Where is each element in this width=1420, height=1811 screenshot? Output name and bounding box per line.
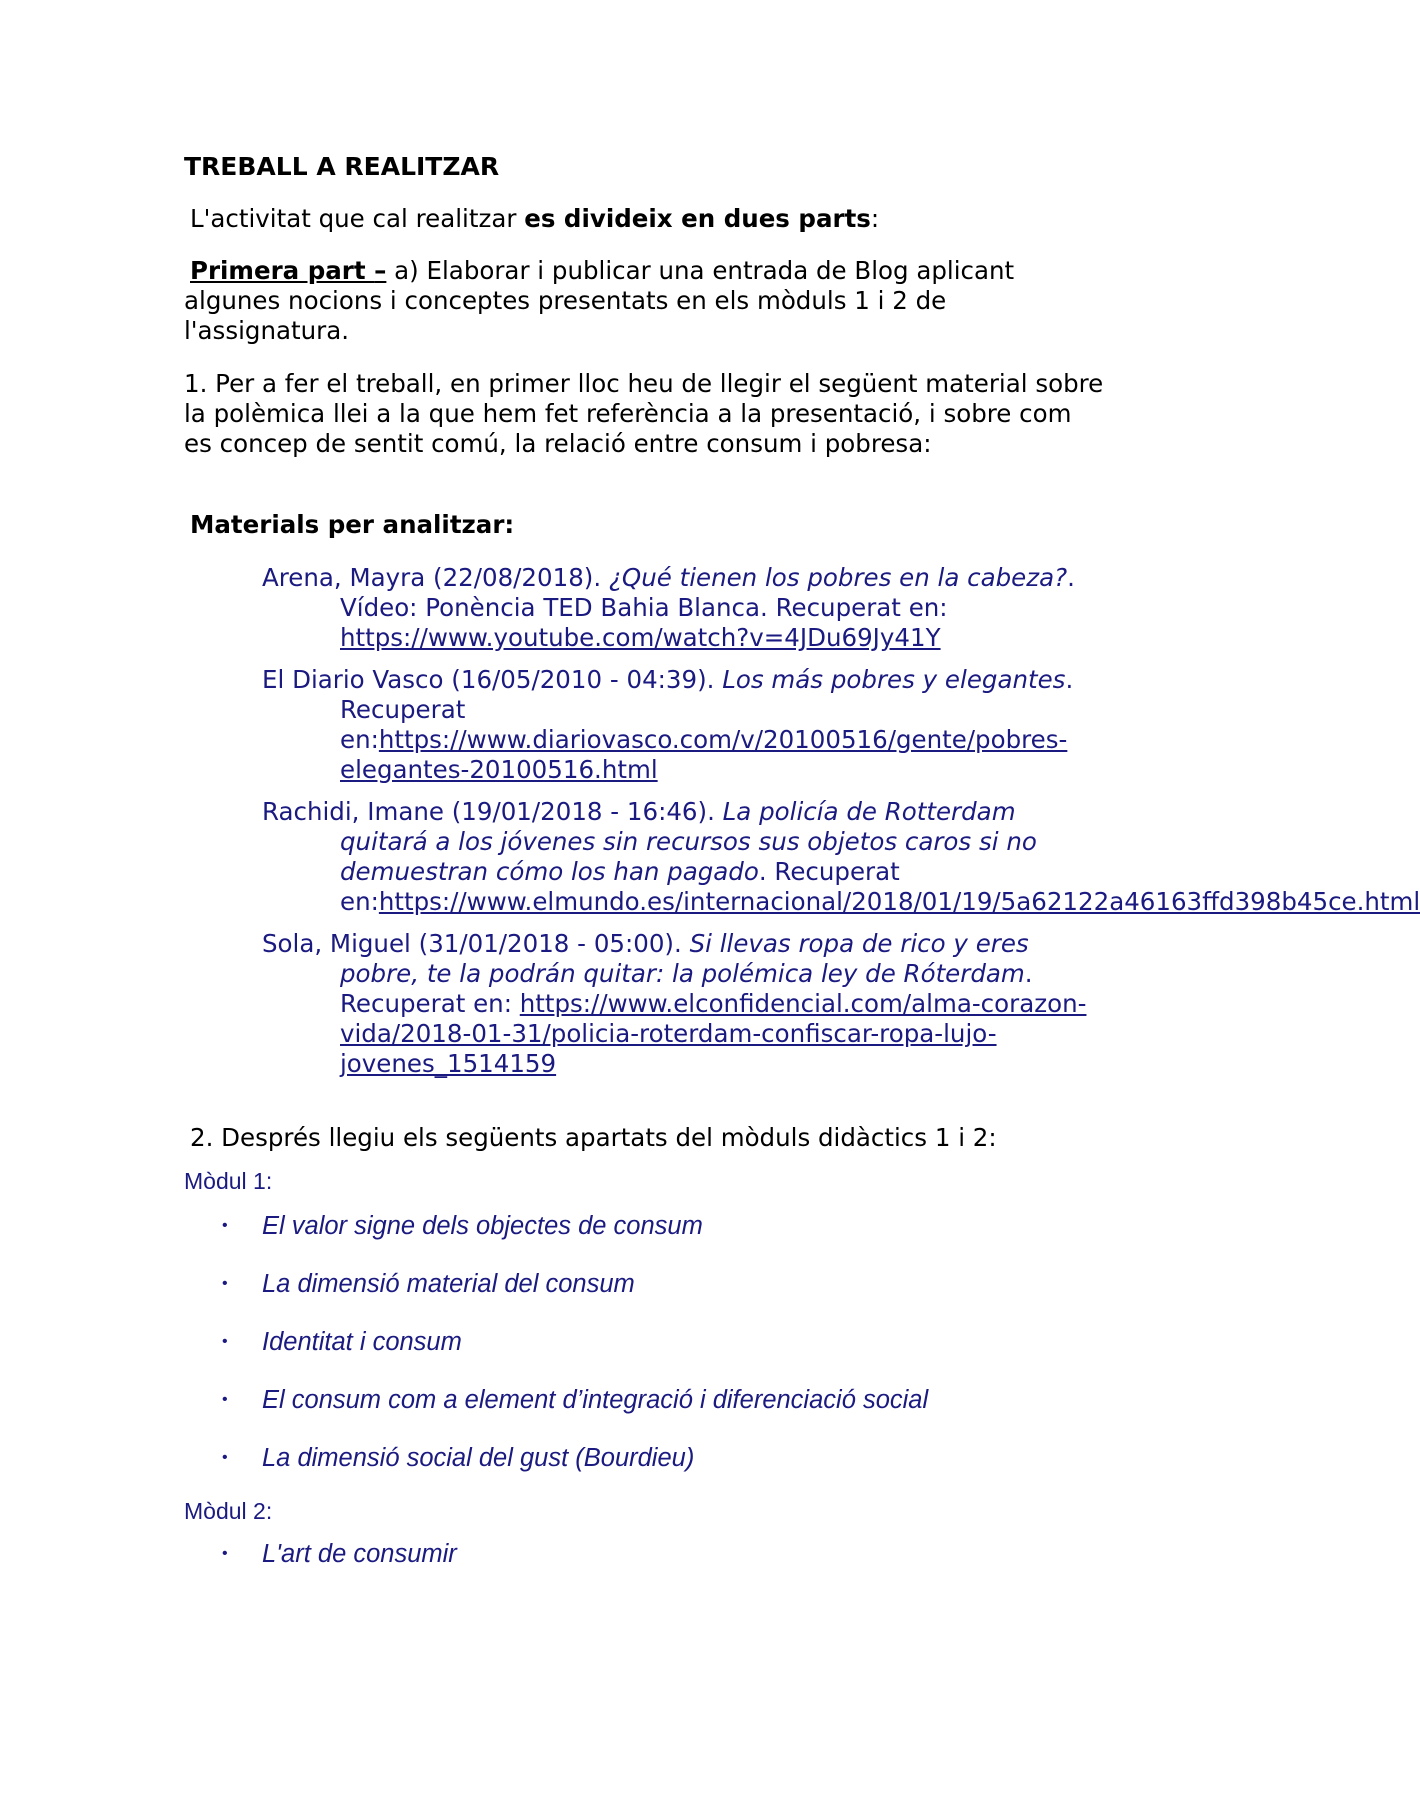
bullet-icon: • [222,1391,228,1408]
intro-colon: : [870,204,880,233]
reference-title: Los más pobres y elegantes [722,665,1066,694]
bullet-icon: • [222,1217,228,1234]
module-2-label: Mòdul 2: [184,1498,273,1524]
reference-title: Si llevas ropa de rico y eres pobre, te la podrán quitar: la polémica ley de Róterdam [340,929,1029,988]
reference-item: Rachidi, Imane (19/01/2018 - 16:46). La policía de Rotterdam quitará a los jóvenes sin recursos sus objetos caros si no demuestran cómo los han pagado. Recuperat en:https://www.elmundo.es/internacional/2018/01/19/5a62122a46163ffd398b45ce.html [262,797,1420,916]
list-item: • El consum com a element d’integració i diferenciació social [184,1383,1084,1441]
module-1-label: Mòdul 1: [184,1168,273,1194]
reference-link[interactable]: https://www.youtube.com/watch?v=4JDu69Jy41Y [340,623,941,652]
reference-item: Arena, Mayra (22/08/2018). ¿Qué tienen los pobres en la cabeza?. Vídeo: Ponència TED Bahia Blanca. Recuperat en: https://www.youtube.com/watch?v=4JDu69Jy41Y [262,563,1075,652]
reference-item: El Diario Vasco (16/05/2010 - 04:39). Los más pobres y elegantes. Recuperat en:https://www.diariovasco.com/v/20100516/gente/pobres-elegantes-20100516.html [262,665,1074,784]
bullet-icon: • [222,1545,228,1562]
reference-title: La policía de Rotterdam quitará a los jóvenes sin recursos sus objetos caros si no demuestran cómo los han pagado [340,797,1037,886]
step-2-paragraph: 2. Després llegiu els següents apartats del mòduls didàctics 1 i 2: [190,1123,997,1152]
bullet-icon: • [222,1333,228,1350]
materials-heading: Materials per analitzar: [190,510,515,539]
reference-list [262,563,1420,1091]
reference-link[interactable]: https://www.diariovasco.com/v/20100516/gente/pobres-elegantes-20100516.html [340,725,1068,784]
first-part-text: a) Elaborar i publicar una entrada de Blog aplicant algunes nocions i conceptes presentats en els mòduls 1 i 2 de l'assignatura. [184,256,1015,345]
intro-text: L'activitat que cal realitzar [190,204,525,233]
bullet-icon: • [222,1449,228,1466]
intro-paragraph [190,204,1110,234]
reference-link[interactable]: https://www.elmundo.es/internacional/2018/01/19/5a62122a46163ffd398b45ce.html [378,887,1420,916]
reference-item: Sola, Miguel (31/01/2018 - 05:00). Si llevas ropa de rico y eres pobre, te la podrán quitar: la polémica ley de Róterdam. Recuperat en: https://www.elconfidencial.com/alma-corazon-vida/2018-01-31/policia-roterdam-confiscar-ropa-lujo-jovenes_1514159 [262,929,1087,1078]
list-item: • L'art de consumir [184,1537,1084,1595]
page-title: TREBALL A REALITZAR [184,152,500,181]
reference-link[interactable]: https://www.elconfidencial.com/alma-corazon-vida/2018-01-31/policia-roterdam-confiscar-ropa-lujo-jovenes_1514159 [340,989,1087,1078]
module-1-list [184,1209,1084,1499]
reference-title: ¿Qué tienen los pobres en la cabeza? [608,563,1068,592]
list-item: • Identitat i consum [184,1325,1084,1383]
bullet-icon: • [222,1275,228,1292]
list-item: • La dimensió material del consum [184,1267,1084,1325]
list-item: • El valor signe dels objectes de consum [184,1209,1084,1267]
first-part-paragraph [184,256,1104,346]
module-2-list [184,1537,1084,1595]
intro-bold: es divideix en dues parts [524,204,871,233]
step-1-paragraph: 1. Per a fer el treball, en primer lloc heu de llegir el següent material sobre la polèmica llei a la que hem fet referència a la presentació, i sobre com es concep de sentit comú, la relació entre consum i pobresa: [184,369,1104,458]
list-item: • La dimensió social del gust (Bourdieu) [184,1441,1084,1499]
first-part-label: Primera part – [190,256,387,285]
